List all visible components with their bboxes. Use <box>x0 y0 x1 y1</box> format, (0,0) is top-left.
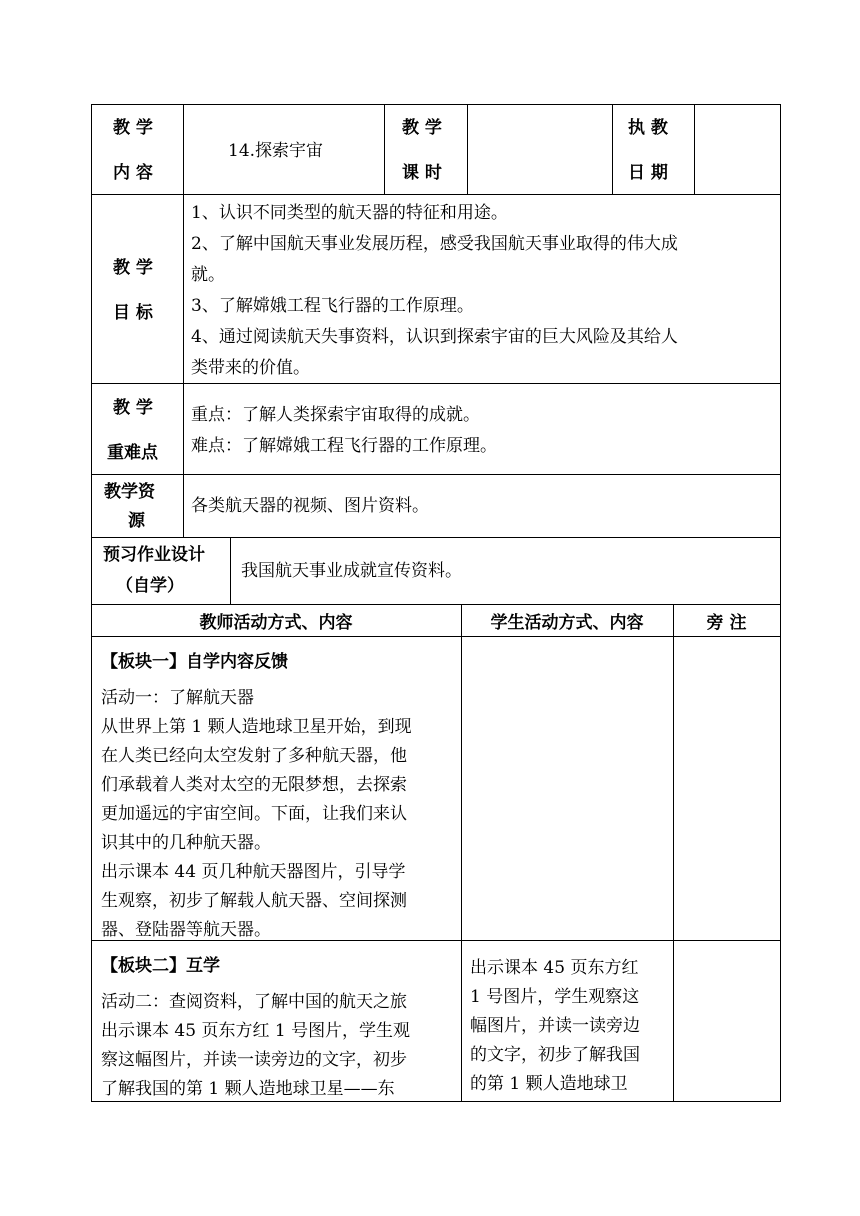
objectives-text <box>191 198 678 384</box>
block2-line: 活动二：查阅资料，了解中国的航天之旅 <box>101 992 407 1012</box>
objective-line: 类带来的价值。 <box>191 358 310 378</box>
student-column-header <box>461 604 673 636</box>
date-label-line2: 日 期 <box>628 163 668 183</box>
row-border <box>91 474 781 475</box>
resources-label-line2: 源 <box>128 511 145 531</box>
row-border <box>91 636 781 637</box>
keypoints-label-line2: 重难点 <box>107 443 158 463</box>
column-border <box>612 104 613 194</box>
column-border <box>230 537 231 604</box>
date-label-line1: 执 教 <box>628 118 668 138</box>
block1-line: 在人类已经向太空发射了多种航天器，他 <box>101 746 407 766</box>
student-column-header-label: 学生活动方式、内容 <box>490 612 644 633</box>
block2-text <box>101 988 410 1104</box>
block2-title: 【板块二】互学 <box>101 956 220 976</box>
objective-line: 就。 <box>191 265 225 285</box>
preview-label-line2: （自学） <box>116 576 184 596</box>
block1-line: 更加遥远的宇宙空间。下面，让我们来认 <box>101 804 407 824</box>
column-border <box>467 104 468 194</box>
keypoints-label-line1: 教 学 <box>113 398 153 418</box>
notes-column-header-label: 旁 注 <box>706 612 747 633</box>
column-border <box>183 104 184 537</box>
objectives-label-line2: 目 标 <box>113 303 153 323</box>
key-focus: 重点：了解人类探索宇宙取得的成就。 <box>191 405 480 425</box>
notes-column-header <box>673 604 780 636</box>
block2-student-line: 幅图片，并读一读旁边 <box>470 1016 640 1036</box>
key-difficulty: 难点：了解嫦娥工程飞行器的工作原理。 <box>191 436 497 456</box>
block2-line: 了解我国的第 1 颗人造地球卫星——东 <box>101 1079 395 1099</box>
column-border <box>673 604 674 1101</box>
block1-line: 出示课本 44 页几种航天器图片，引导学 <box>101 862 406 882</box>
resources-label-line1: 教学资 <box>104 482 155 502</box>
preview-label-line1: 预习作业设计 <box>103 545 205 565</box>
block1-text <box>101 684 412 945</box>
block2-student-line: 出示课本 45 页东方红 <box>470 958 639 978</box>
hours-label-line1: 教 学 <box>402 118 442 138</box>
block1-line: 器、登陆器等航天器。 <box>101 920 271 940</box>
column-border <box>91 104 92 1101</box>
block1-line: 从世界上第 1 颗人造地球卫星开始，到现 <box>101 717 412 737</box>
row-border <box>91 194 781 195</box>
objective-line: 2、了解中国航天事业发展历程，感受我国航天事业取得的伟大成 <box>191 234 678 254</box>
block2-line: 察这幅图片，并读一读旁边的文字，初步 <box>101 1050 407 1070</box>
block1-line: 识其中的几种航天器。 <box>101 833 271 853</box>
objective-line: 1、认识不同类型的航天器的特征和用途。 <box>191 203 508 223</box>
objective-line: 4、通过阅读航天失事资料，认识到探索宇宙的巨大风险及其给人 <box>191 327 678 347</box>
block1-line: 生观察，初步了解载人航天器、空间探测 <box>101 891 407 911</box>
objective-line: 3、了解嫦娥工程飞行器的工作原理。 <box>191 296 474 316</box>
row-border <box>91 104 781 105</box>
block1-line: 活动一：了解航天器 <box>101 688 254 708</box>
resources-text: 各类航天器的视频、图片资料。 <box>191 496 429 516</box>
block1-title: 【板块一】自学内容反馈 <box>101 652 288 672</box>
block2-student-line: 的文字，初步了解我国 <box>470 1045 640 1065</box>
teacher-column-header <box>91 604 461 636</box>
column-border <box>780 104 781 1101</box>
content-label-line2: 内 容 <box>113 163 153 183</box>
objectives-label-line1: 教 学 <box>113 258 153 278</box>
column-border <box>694 104 695 194</box>
block2-student-text <box>470 954 640 1099</box>
column-border <box>384 104 385 194</box>
teacher-column-header-label: 教师活动方式、内容 <box>199 612 353 633</box>
block2-student-line: 1 号图片，学生观察这 <box>470 987 640 1007</box>
hours-label-line2: 课 时 <box>402 163 442 183</box>
block2-student-line: 的第 1 颗人造地球卫 <box>470 1074 628 1094</box>
row-border <box>91 537 781 538</box>
lesson-title: 14.探索宇宙 <box>228 141 324 161</box>
content-label-line1: 教 学 <box>113 118 153 138</box>
preview-text: 我国航天事业成就宣传资料。 <box>241 561 462 581</box>
column-border <box>461 604 462 1101</box>
block2-line: 出示课本 45 页东方红 1 号图片，学生观 <box>101 1021 411 1041</box>
block1-line: 们承载着人类对太空的无限梦想，去探索 <box>101 775 407 795</box>
